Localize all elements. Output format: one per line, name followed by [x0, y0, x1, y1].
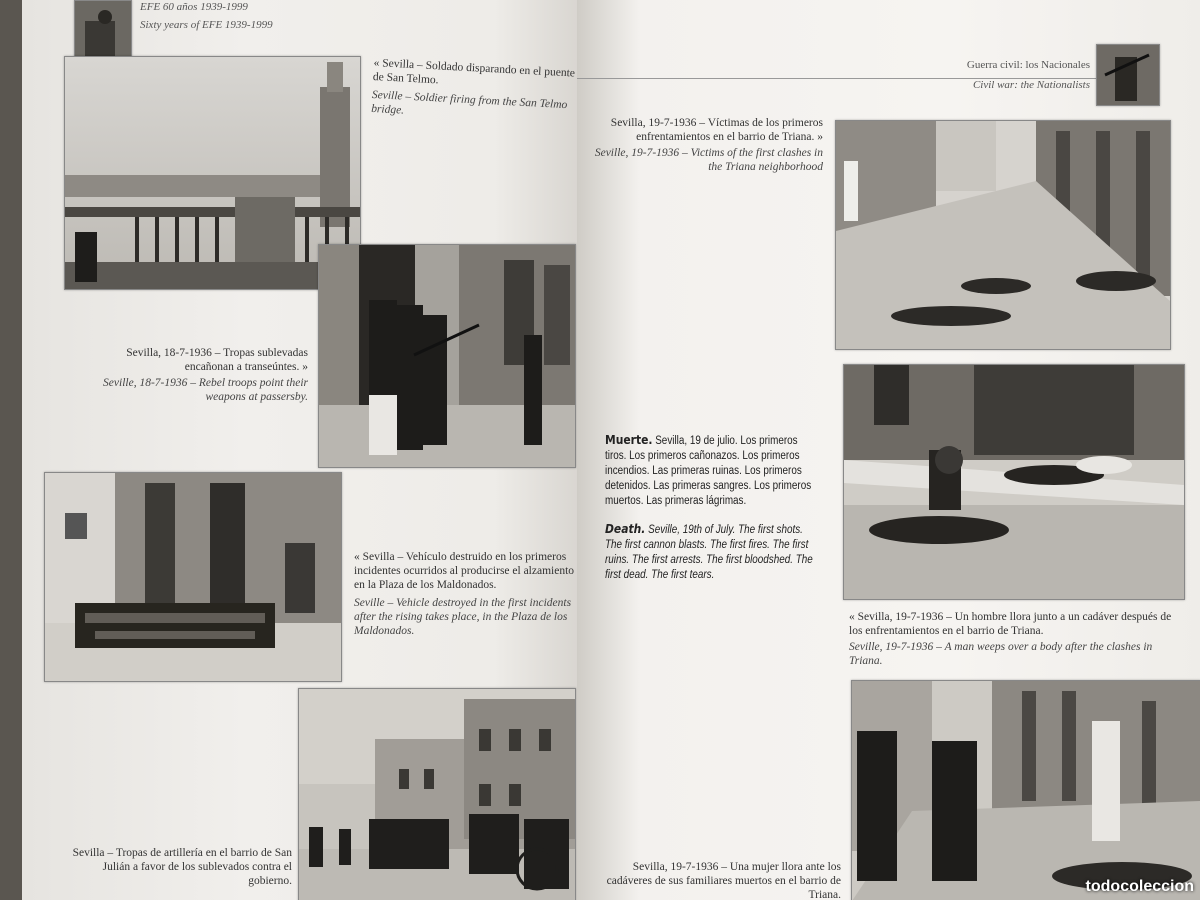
right-header-rule	[577, 78, 1160, 79]
caption-man-weeps-es: « Sevilla, 19-7-1936 – Un hombre llora junto a un cadáver después de los enfrentamientos en el barrio de Triana.	[849, 611, 1172, 637]
caption-bridge-es: « Sevilla – Soldado disparando en el puente de San Telmo.	[372, 56, 576, 87]
caption-triana-victims-es: Sevilla, 19-7-1936 – Víctimas de los primeros enfrentamientos en el barrio de Triana. »	[610, 117, 823, 143]
right-header-thumbnail-photo	[1096, 44, 1160, 106]
photo-woman-weeps	[851, 680, 1200, 900]
caption-artillery-troops	[62, 846, 292, 888]
caption-rebel-troops	[82, 346, 308, 404]
caption-woman-weeps-es: Sevilla, 19-7-1936 – Una mujer llora ante los cadáveres de sus familiares muertos en el barrio de Triana.	[606, 861, 841, 900]
caption-vehicle-en: Seville – Vehicle destroyed in the first incidents after the rising takes place, in the Plaza de los Maldonados.	[354, 597, 572, 637]
caption-woman-weeps	[597, 860, 841, 900]
right-page	[577, 0, 1200, 900]
caption-triana-victims	[587, 116, 823, 174]
body-text-en-lead: Death.	[605, 521, 646, 536]
right-header	[967, 58, 1090, 92]
photo-man-weeps	[843, 364, 1185, 600]
body-text-en-content: Seville, 19th of July. The first shots. The first cannon blasts. The first fires. The first ruins. The first arrests. The first bloodshed. The first dead. The first tears.	[605, 524, 813, 581]
caption-bridge-en: Seville – Soldier firing from the San Telmo bridge.	[370, 88, 568, 117]
body-text	[605, 432, 820, 583]
header-thumbnail-photo	[74, 0, 132, 58]
photo-bridge-soldier	[64, 56, 361, 290]
photo-triana-victims	[835, 120, 1171, 350]
caption-rebel-en: Seville, 18-7-1936 – Rebel troops point their weapons at passersby.	[103, 377, 308, 403]
body-text-en	[605, 521, 820, 583]
body-text-es-lead: Muerte.	[605, 432, 653, 447]
caption-rebel-es: Sevilla, 18-7-1936 – Tropas sublevadas encañonan a transeúntes. »	[126, 347, 308, 373]
right-header-line1: Guerra civil: los Nacionales	[966, 59, 1090, 71]
left-page	[22, 0, 577, 900]
right-header-line2: Civil war: the Nationalists	[972, 79, 1090, 91]
caption-artillery-es: Sevilla – Tropas de artillería en el barrio de San Julián a favor de los sublevados contra el gobierno.	[72, 847, 292, 887]
caption-man-weeps	[849, 610, 1174, 668]
body-text-es	[605, 432, 820, 509]
photo-rebel-troops	[318, 244, 576, 468]
left-header-line2: Sixty years of EFE 1939-1999	[140, 19, 273, 31]
caption-triana-victims-en: Seville, 19-7-1936 – Victims of the first clashes in the Triana neighborhood	[594, 147, 823, 173]
photo-artillery-troops	[298, 688, 576, 900]
body-text-es-content: Sevilla, 19 de julio. Los primeros tiros. Los primeros cañonazos. Los primeros incendios. Las primeras ruinas. Los primeros detenidos. Las primeras sangres. Los primeros muertos. Las primeras lágrimas.	[605, 435, 812, 507]
caption-bridge-soldier	[371, 56, 577, 127]
caption-vehicle-es: « Sevilla – Vehículo destruido en los primeros incidentes ocurridos al producirse el alzamiento en la Plaza de los Maldonados.	[354, 551, 575, 591]
photo-destroyed-vehicle	[44, 472, 342, 682]
left-header-line1: EFE 60 años 1939-1999	[140, 1, 248, 13]
caption-man-weeps-en: Seville, 19-7-1936 – A man weeps over a body after the clashes in Triana.	[849, 641, 1153, 667]
watermark: todocoleccion	[1085, 878, 1194, 895]
left-header	[140, 0, 273, 32]
caption-destroyed-vehicle	[354, 550, 577, 638]
